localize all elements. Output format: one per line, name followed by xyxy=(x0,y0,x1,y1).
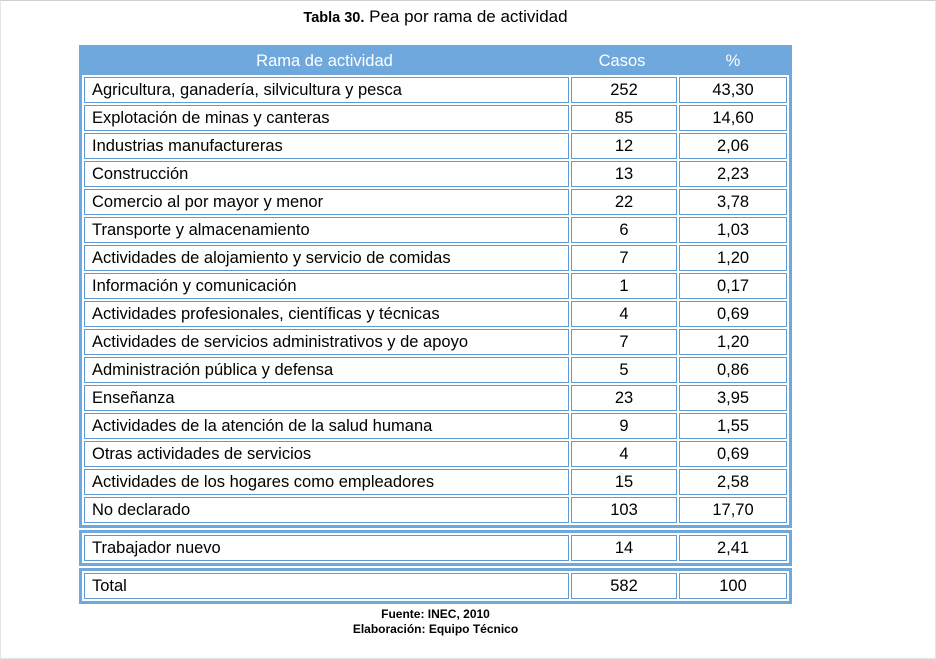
cell-pct: 2,23 xyxy=(679,161,787,187)
table-row xyxy=(84,329,787,355)
cell-casos: 85 xyxy=(571,105,677,131)
trabajador-nuevo-table xyxy=(79,530,792,566)
cell-rama: Actividades de la atención de la salud humana xyxy=(84,413,569,439)
cell-pct: 0,69 xyxy=(679,441,787,467)
cell-pct: 14,60 xyxy=(679,105,787,131)
table-footnotes xyxy=(79,607,792,637)
total-table xyxy=(79,568,792,604)
table-row xyxy=(84,301,787,327)
cell-rama: Enseñanza xyxy=(84,385,569,411)
cell-casos: 12 xyxy=(571,133,677,159)
table-title xyxy=(79,7,792,27)
cell-casos: 23 xyxy=(571,385,677,411)
cell-casos: 1 xyxy=(571,273,677,299)
cell-pct: 1,55 xyxy=(679,413,787,439)
table-row xyxy=(84,161,787,187)
table-area xyxy=(79,45,792,637)
cell-casos: 252 xyxy=(571,77,677,103)
cell-casos: 5 xyxy=(571,357,677,383)
cell-pct: 2,41 xyxy=(679,535,787,561)
cell-casos: 22 xyxy=(571,189,677,215)
cell-rama: Actividades profesionales, científicas y técnicas xyxy=(84,301,569,327)
cell-casos: 14 xyxy=(571,535,677,561)
cell-rama: Comercio al por mayor y menor xyxy=(84,189,569,215)
cell-pct: 0,69 xyxy=(679,301,787,327)
cell-rama: Transporte y almacenamiento xyxy=(84,217,569,243)
cell-rama: Construcción xyxy=(84,161,569,187)
cell-casos: 4 xyxy=(571,301,677,327)
table-row xyxy=(84,469,787,495)
cell-pct: 3,78 xyxy=(679,189,787,215)
total-row xyxy=(84,573,787,599)
cell-pct: 0,86 xyxy=(679,357,787,383)
table-row xyxy=(84,357,787,383)
cell-casos: 103 xyxy=(571,497,677,523)
table-body xyxy=(82,75,789,525)
cell-rama: Explotación de minas y canteras xyxy=(84,105,569,131)
table-body xyxy=(82,571,789,601)
cell-pct: 3,95 xyxy=(679,385,787,411)
cell-pct: 2,06 xyxy=(679,133,787,159)
cell-pct: 1,20 xyxy=(679,245,787,271)
cell-rama: Información y comunicación xyxy=(84,273,569,299)
cell-casos: 4 xyxy=(571,441,677,467)
cell-rama: Actividades de servicios administrativos y de apoyo xyxy=(84,329,569,355)
table-row xyxy=(84,273,787,299)
cell-casos: 9 xyxy=(571,413,677,439)
cell-casos: 15 xyxy=(571,469,677,495)
cell-rama: Otras actividades de servicios xyxy=(84,441,569,467)
cell-casos: 7 xyxy=(571,245,677,271)
elaboracion-note: Elaboración: Equipo Técnico xyxy=(352,622,519,636)
cell-casos: 13 xyxy=(571,161,677,187)
table-row xyxy=(84,77,787,103)
table-row xyxy=(84,413,787,439)
cell-casos: 582 xyxy=(571,573,677,599)
table-row xyxy=(84,105,787,131)
cell-casos: 6 xyxy=(571,217,677,243)
cell-rama: Administración pública y defensa xyxy=(84,357,569,383)
cell-rama: Industrias manufactureras xyxy=(84,133,569,159)
cell-rama: Actividades de los hogares como empleadores xyxy=(84,469,569,495)
cell-rama: Agricultura, ganadería, silvicultura y pesca xyxy=(84,77,569,103)
cell-rama: Total xyxy=(84,573,569,599)
cell-pct: 17,70 xyxy=(679,497,787,523)
column-header-casos: Casos xyxy=(598,52,646,70)
cell-rama: Actividades de alojamiento y servicio de comidas xyxy=(84,245,569,271)
column-header-pct: % xyxy=(725,52,741,70)
table-row xyxy=(84,441,787,467)
pea-table xyxy=(79,45,792,528)
table-row xyxy=(84,217,787,243)
table-title-text: Pea por rama de actividad xyxy=(364,7,568,26)
table-row xyxy=(84,133,787,159)
cell-pct: 43,30 xyxy=(679,77,787,103)
table-body xyxy=(82,533,789,563)
cell-rama: No declarado xyxy=(84,497,569,523)
cell-pct: 1,20 xyxy=(679,329,787,355)
column-header-rama: Rama de actividad xyxy=(256,52,393,70)
cell-rama: Trabajador nuevo xyxy=(84,535,569,561)
table-title-number: Tabla 30. xyxy=(303,10,365,26)
cell-pct: 2,58 xyxy=(679,469,787,495)
table-row xyxy=(84,497,787,523)
table-row xyxy=(84,189,787,215)
cell-pct: 1,03 xyxy=(679,217,787,243)
cell-pct: 100 xyxy=(679,573,787,599)
table-row xyxy=(84,385,787,411)
cell-casos: 7 xyxy=(571,329,677,355)
trabajador-nuevo-row xyxy=(84,535,787,561)
table-row xyxy=(84,245,787,271)
cell-pct: 0,17 xyxy=(679,273,787,299)
fuente-note: Fuente: INEC, 2010 xyxy=(381,607,490,621)
table-header-row xyxy=(82,48,789,75)
